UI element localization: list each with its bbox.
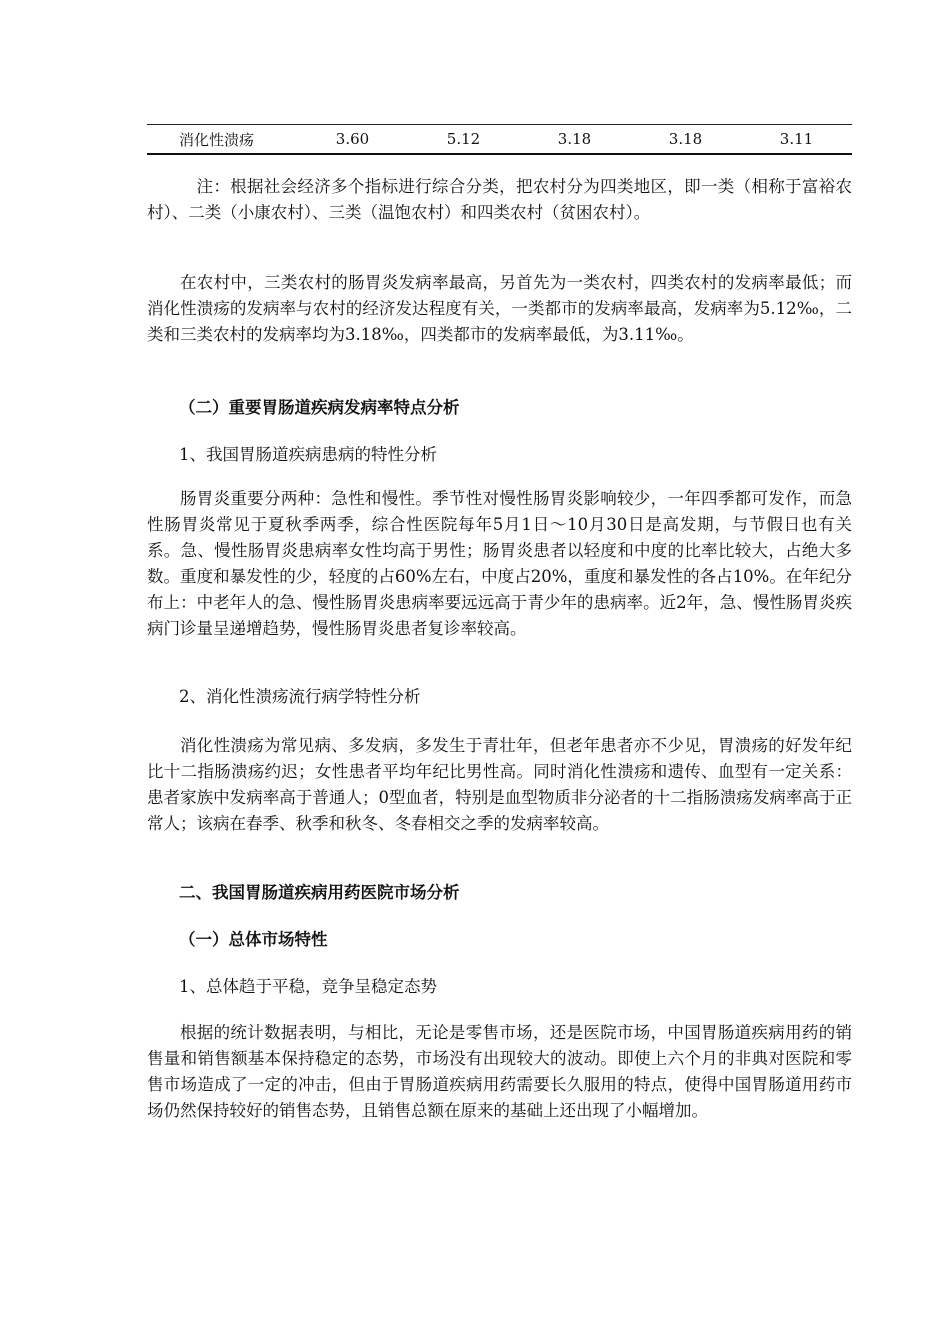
heading-text: 1、我国胃肠道疾病患病的特性分析 (179, 445, 437, 464)
table-cell: 3.60 (335, 130, 370, 148)
heading-text: 2、消化性溃疡流行病学特性分析 (179, 687, 421, 706)
paragraph-rural (147, 270, 852, 348)
heading-text: （一）总体市场特性 (179, 930, 328, 949)
subsection-heading (147, 395, 852, 421)
paragraph-market (147, 1020, 852, 1124)
section-heading (147, 880, 852, 906)
data-table-row (147, 124, 852, 155)
paragraph-gastroenteritis (147, 486, 852, 642)
item-heading (147, 442, 852, 468)
heading-text: 二、我国胃肠道疾病用药医院市场分析 (179, 883, 460, 902)
paragraph-text: 根据的统计数据表明，与相比，无论是零售市场，还是医院市场，中国胃肠道疾病用药的销售量和销售额基本保持稳定的态势，市场没有出现较大的波动。即使上六个月的非典对医院和零售市场造成了一定的冲击，但由于胃肠道疾病用药需要长久服用的特点，使得中国胃肠道用药市场仍然保持较好的销售态势，且销售总额在原来的基础上还出现了小幅增加。 (147, 1023, 852, 1120)
paragraph-text: 消化性溃疡为常见病、多发病，多发生于青壮年，但老年患者亦不少见，胃溃疡的好发年纪比十二指肠溃疡约迟；女性患者平均年纪比男性高。同时消化性溃疡和遗传、血型有一定关系：患者家族中发病率高于普通人；0型血者，特别是血型物质非分泌者的十二指肠溃疡发病率高于正常人；该病在春季、秋季和秋冬、冬春相交之季的发病率较高。 (147, 736, 852, 833)
paragraph-text: 肠胃炎重要分两种：急性和慢性。季节性对慢性肠胃炎影响较少，一年四季都可发作，而急性肠胃炎常见于夏秋季两季，综合性医院每年5月1日～10月30日是高发期，与节假日也有关系。急、慢性肠胃炎患病率女性均高于男性；肠胃炎患者以轻度和中度的比率比较大，占绝大多数。重度和暴发性的少，轻度的占60%左右，中度占20%，重度和暴发性的各占10%。在年纪分布上：中老年人的急、慢性肠胃炎患病率要远远高于青少年的患病率。近2年，急、慢性肠胃炎疾病门诊量呈递增趋势，慢性肠胃炎患者复诊率较高。 (147, 489, 852, 638)
heading-text: （二）重要胃肠道疾病发病率特点分析 (179, 398, 460, 417)
subsection-heading (147, 927, 852, 953)
item-heading (147, 684, 852, 710)
item-heading (147, 974, 852, 1000)
table-row-label: 消化性溃疡 (179, 130, 255, 149)
table-cell: 5.12 (446, 130, 481, 148)
paragraph-ulcer (147, 733, 852, 837)
note-text: 注：根据社会经济多个指标进行综合分类，把农村分为四类地区，即一类（相称于富裕农村）、二类（小康农村）、三类（温饱农村）和四类农村（贫困农村）。 (147, 177, 852, 222)
table-note (147, 174, 852, 226)
paragraph-text: 在农村中，三类农村的肠胃炎发病率最高，另首先为一类农村，四类农村的发病率最低；而消化性溃疡的发病率与农村的经济发达程度有关，一类都市的发病率最高，发病率为5.12‰，二类和三类农村的发病率均为3.18‰，四类都市的发病率最低，为3.11‰。 (147, 273, 852, 344)
table-cell: 3.18 (557, 130, 592, 148)
heading-text: 1、总体趋于平稳，竞争呈稳定态势 (179, 977, 437, 996)
table-cell: 3.18 (668, 130, 703, 148)
table-cell: 3.11 (779, 130, 814, 148)
